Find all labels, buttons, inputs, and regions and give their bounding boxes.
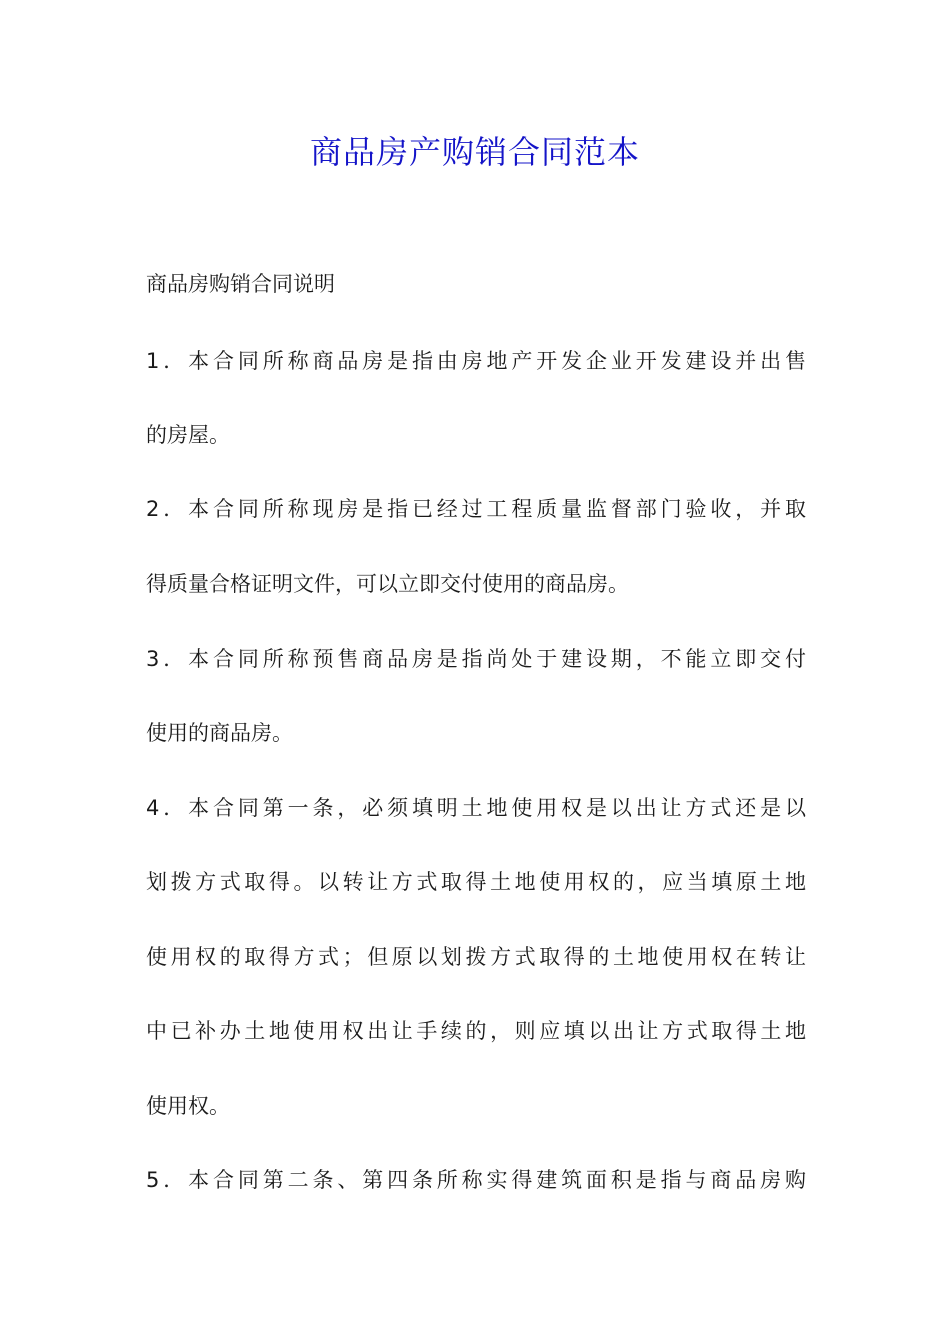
text-line: 1．本合同所称商品房是指由房地产开发企业开发建设并出售	[146, 349, 806, 373]
text-line: 使用的商品房。	[146, 721, 293, 745]
text-line: 的房屋。	[146, 423, 230, 447]
text-line: 使用权的取得方式；但原以划拨方式取得的土地使用权在转让	[146, 945, 806, 969]
section-heading: 商品房购销合同说明	[146, 272, 335, 296]
document-title: 商品房产购销合同范本	[309, 133, 640, 171]
text-line: 中已补办土地使用权出让手续的，则应填以出让方式取得土地	[146, 1019, 806, 1043]
text-line: 4．本合同第一条，必须填明土地使用权是以出让方式还是以	[146, 796, 806, 820]
text-line: 3．本合同所称预售商品房是指尚处于建设期，不能立即交付	[146, 647, 806, 671]
text-line: 2．本合同所称现房是指已经过工程质量监督部门验收，并取	[146, 497, 806, 521]
text-line: 划拨方式取得。以转让方式取得土地使用权的，应当填原土地	[146, 870, 806, 894]
text-line: 得质量合格证明文件，可以立即交付使用的商品房。	[146, 572, 629, 596]
text-line: 使用权。	[146, 1094, 230, 1118]
text-line: 5．本合同第二条、第四条所称实得建筑面积是指与商品房购	[146, 1168, 806, 1192]
